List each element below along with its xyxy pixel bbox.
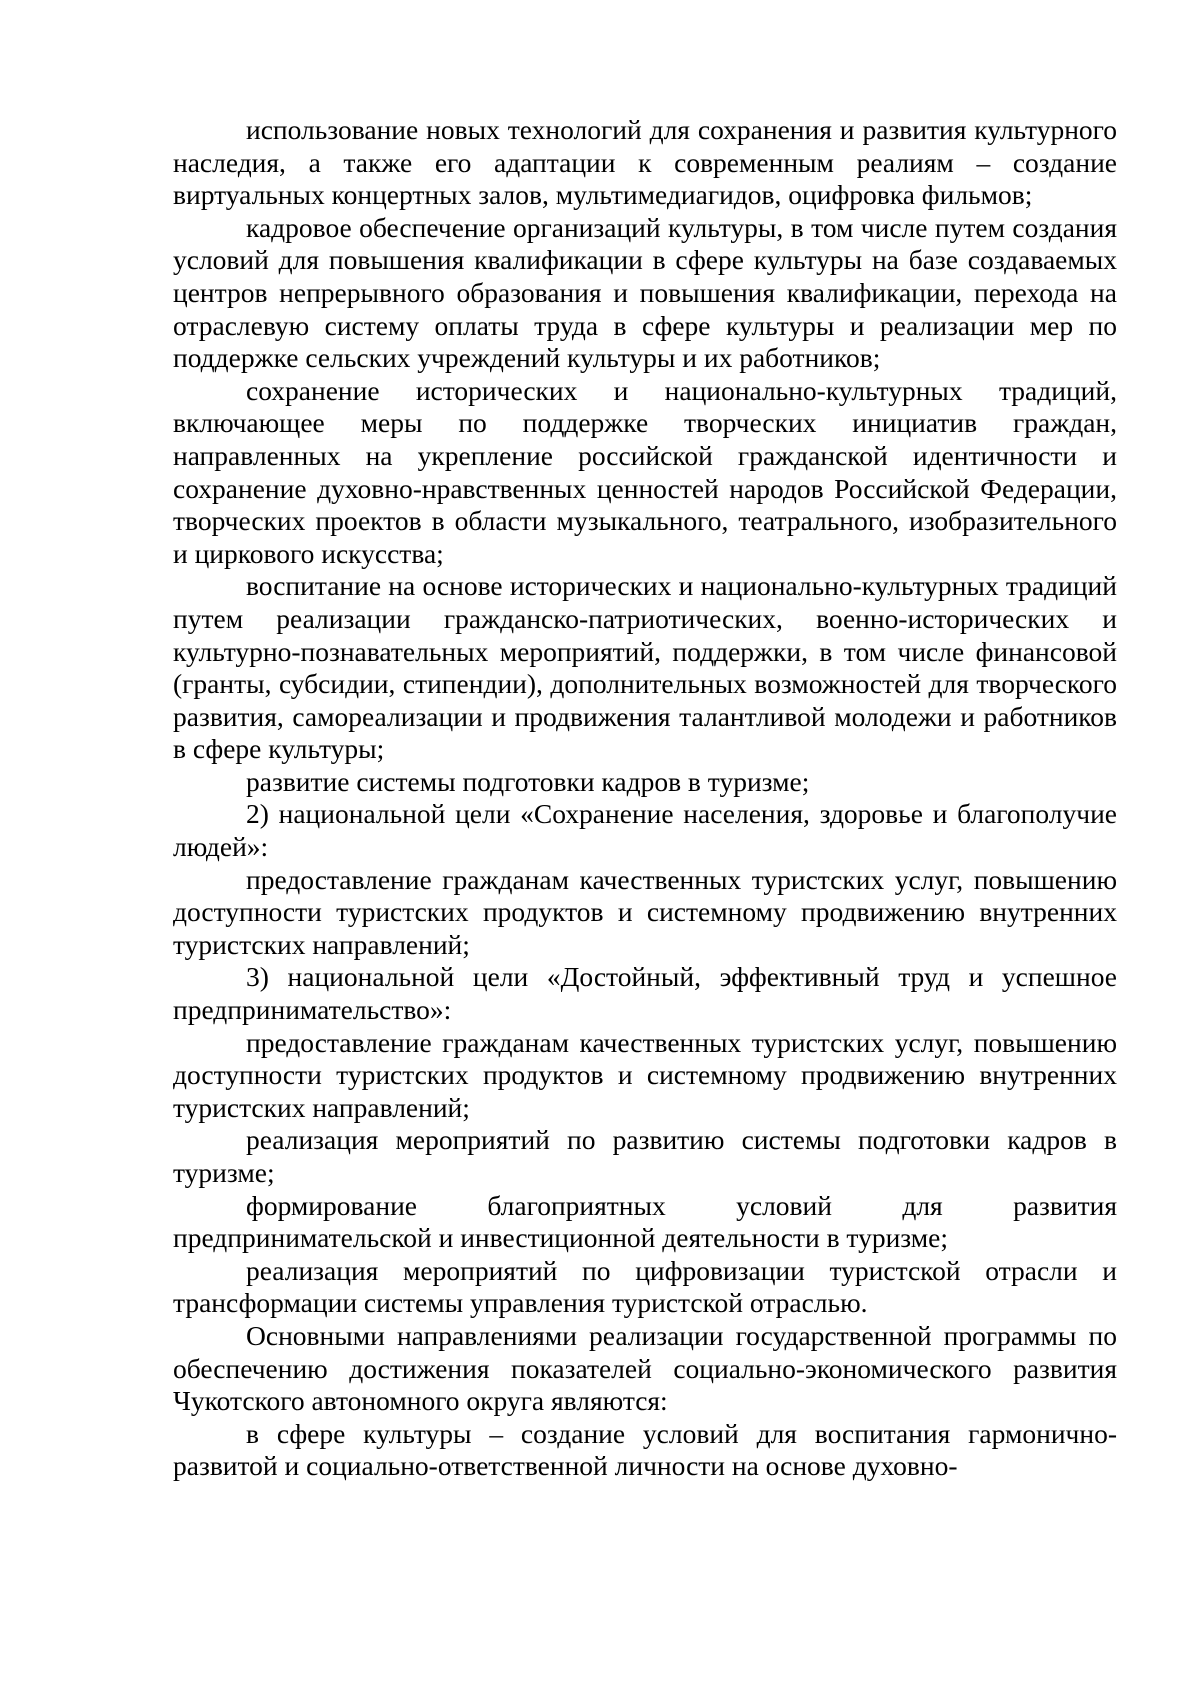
- paragraph-tourism-services-2: предоставление гражданам качественных туристских услуг, повышению доступности туристских продуктов и системному продвижению внутренних туристских направлений;: [173, 1026, 1117, 1123]
- paragraph-goal-3: 3) национальной цели «Достойный, эффективный труд и успешное предпринимательство»:: [173, 961, 1117, 1026]
- paragraph-tourism-training: развитие системы подготовки кадров в туризме;: [246, 765, 810, 797]
- paragraph-main-directions: Основными направлениями реализации государственной программы по обеспечению достижения показателей социально-экономического развития Чукотского автономного округа являются:: [173, 1319, 1117, 1417]
- paragraph-tourism-services-1: предоставление гражданам качественных туристских услуг, повышению доступности туристских продуктов и системному продвижению внутренних туристских направлений;: [173, 863, 1117, 960]
- paragraph-goal-2: 2) национальной цели «Сохранение населения, здоровье и благополучие людей»:: [173, 798, 1117, 863]
- document-body: [173, 114, 1117, 1483]
- paragraph-digital-heritage: использование новых технологий для сохранения и развития культурного наследия, а также его адаптации к современным реалиям – создание виртуальных концертных залов, мультимедиагидов, оцифровка фильмов;: [173, 114, 1117, 211]
- paragraph-tourism-staff: реализация мероприятий по развитию системы подготовки кадров в туризме;: [173, 1124, 1117, 1188]
- paragraph-staffing: кадровое обеспечение организаций культуры, в том числе путем создания условий для повышения квалификации в сфере культуры на базе создаваемых центров непрерывного образования и повышения квалификации, перехода на отраслевую систему оплаты труда в сфере культуры и реализации мер по поддержке сельских учреждений культуры и их работников;: [173, 211, 1117, 374]
- paragraph-business-conditions: формирование благоприятных условий для развития предпринимательской и инвестиционной деятельности в туризме;: [173, 1189, 1117, 1254]
- paragraph-traditions: сохранение исторических и национально-культурных традиций, включающее меры по поддержке творческих инициатив граждан, направленных на укрепление российской гражданской идентичности и сохранение духовно-нравственных ценностей народов Российской Федерации, творческих проектов в области музыкального, театрального, изобразительного и циркового искусства;: [173, 374, 1117, 569]
- paragraph-upbringing: воспитание на основе исторических и национально-культурных традиций путем реализации гражданско-патриотических, военно-исторических и культурно-познавательных мероприятий, поддержки, в том числе финансовой (гранты, субсидии, стипендии), дополнительных возможностей для творческого развития, самореализации и продвижения талантливой молодежи и работников в сфере культуры;: [173, 570, 1117, 765]
- paragraph-digitalization: реализация мероприятий по цифровизации туристской отрасли и трансформации системы управления туристской отраслью.: [173, 1254, 1117, 1319]
- paragraph-culture-sphere: в сфере культуры – создание условий для воспитания гармонично-развитой и социально-ответственной личности на основе духовно-: [173, 1417, 1117, 1482]
